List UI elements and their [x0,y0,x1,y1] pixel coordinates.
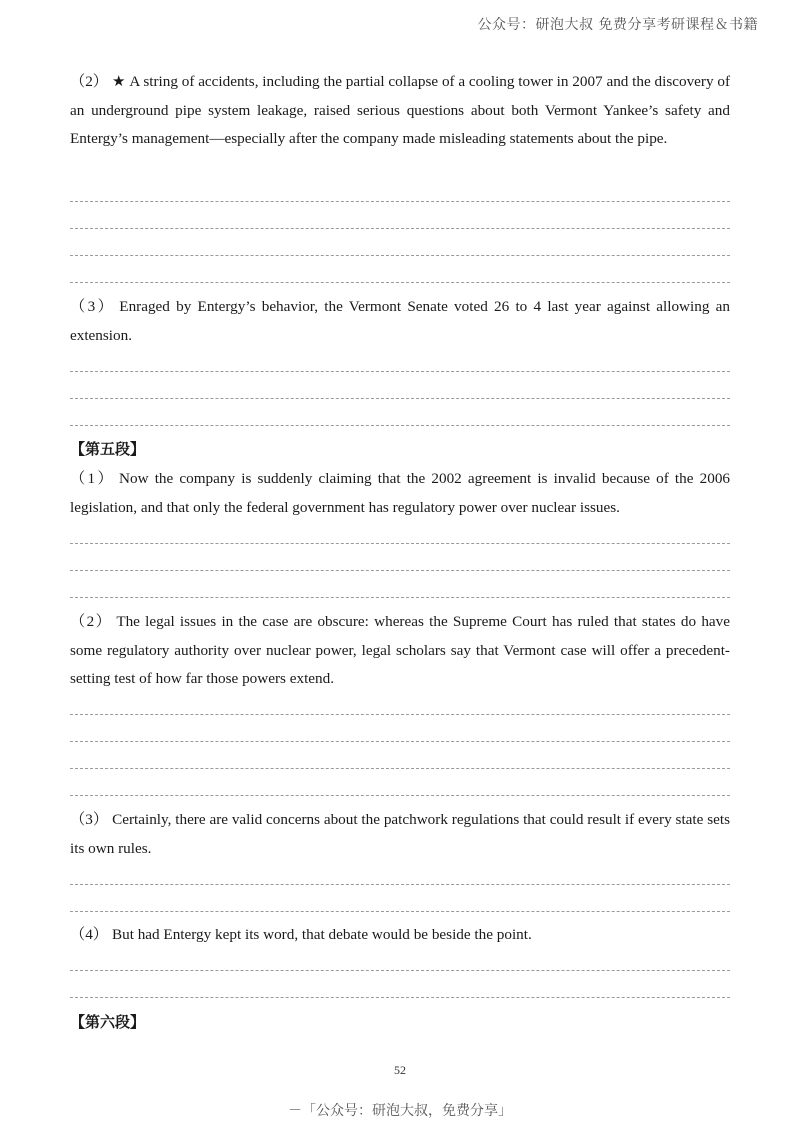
paragraph-text: Certainly, there are valid concerns about the patchwork regulations that could result if every state sets its own rules. [70,811,730,857]
answer-line [70,201,730,202]
answer-line [70,570,730,571]
page-footer: －「公众号：研泡大叔，免费分享」 [288,1103,512,1119]
paragraph-text: But had Entergy kept its word, that debate would be beside the point. [111,926,532,943]
answer-line [70,795,730,796]
paragraph-text: The legal issues in the case are obscure: whereas the Supreme Court has ruled that states do have some regulatory authority over nuclear power, legal scholars say that Vermont case will offer a precedent-setting test of how far those powers extend. [70,613,731,687]
answer-line [70,425,730,426]
answer-line [70,255,730,256]
answer-line [70,543,730,544]
answer-line [70,997,730,998]
answer-line [70,768,730,769]
paragraph-text: Now the company is suddenly claiming that the 2002 agreement is invalid because of the 2006 legislation, and that only the federal government has regulatory power over nuclear issues. [70,470,731,516]
answer-line [70,741,730,742]
star-icon: ★ [111,73,126,90]
answer-line [70,282,730,283]
paragraph-5-2 [70,608,730,694]
answer-line [70,398,730,399]
paragraph-5-1 [70,465,730,522]
section-heading-5: 【第五段】 [70,440,146,458]
answer-line [70,371,730,372]
section-heading-6: 【第六段】 [70,1013,146,1031]
answer-line [70,597,730,598]
paragraph-5-3 [70,806,730,863]
paragraph-4-3 [70,293,730,350]
paragraph-number: （3） [70,811,109,828]
paragraph-number: （1） [70,470,116,487]
page-header: 公众号：研泡大叔 免费分享考研课程＆书籍 [477,17,758,33]
paragraph-5-4 [70,921,730,950]
paragraph-text: A string of accidents, including the partial collapse of a cooling tower in 2007 and the discovery of an underground pipe system leakage, raised serious questions about both Vermont Yankee’s safety and Entergy’s management—especially after the company made misleading statements about the pipe. [70,73,731,147]
page-number: 52 [394,1063,406,1077]
answer-line [70,911,730,912]
paragraph-number: （2） [70,73,108,90]
answer-line [70,970,730,971]
paragraph-number: （4） [70,926,108,943]
paragraph-number: （2） [70,613,113,630]
paragraph-number: （3） [70,298,116,315]
paragraph-4-2 [70,68,730,154]
paragraph-text: Enraged by Entergy’s behavior, the Vermont Senate voted 26 to 4 last year against allowing an extension. [70,298,731,344]
answer-line [70,884,730,885]
answer-line [70,228,730,229]
answer-line [70,714,730,715]
